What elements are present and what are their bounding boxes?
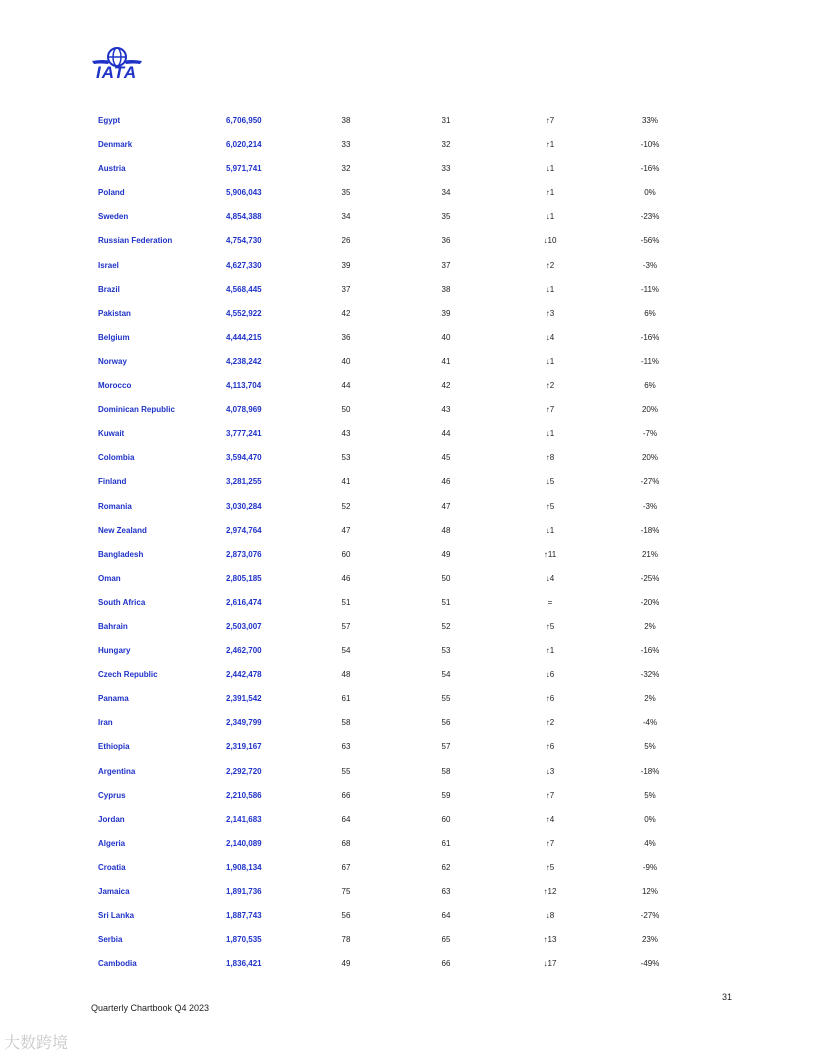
previous-rank-cell: 47 xyxy=(341,525,351,535)
table-row xyxy=(0,230,816,254)
table-row xyxy=(0,568,816,592)
passengers-cell: 4,568,445 xyxy=(226,284,262,294)
previous-rank-cell: 78 xyxy=(341,935,351,945)
previous-rank-cell: 39 xyxy=(341,260,351,270)
table-row xyxy=(0,712,816,736)
percent-change-cell: -11% xyxy=(640,284,660,294)
percent-change-cell: -49% xyxy=(640,959,660,969)
passengers-cell: 5,971,741 xyxy=(226,164,262,174)
country-cell: Egypt xyxy=(98,116,121,125)
rank-change-cell: ↑2 xyxy=(545,381,555,391)
passengers-cell: 4,854,388 xyxy=(226,212,262,222)
table-row xyxy=(0,255,816,279)
previous-rank-cell: 75 xyxy=(341,887,351,896)
percent-change-cell: -16% xyxy=(640,646,660,656)
rank-change-cell: ↑12 xyxy=(543,887,557,896)
table-row xyxy=(0,303,816,327)
rank-change-cell: ↑5 xyxy=(545,621,555,631)
country-cell: Serbia xyxy=(98,935,123,945)
rank-cell: 46 xyxy=(441,477,451,487)
percent-change-cell: -25% xyxy=(640,573,660,583)
rank-cell: 31 xyxy=(441,116,451,125)
passengers-cell: 4,552,922 xyxy=(226,308,262,318)
table-row xyxy=(0,206,816,230)
table-row xyxy=(0,809,816,833)
previous-rank-cell: 64 xyxy=(341,814,351,824)
table-row xyxy=(0,857,816,881)
rank-change-cell: ↓5 xyxy=(545,477,555,487)
percent-change-cell: 6% xyxy=(644,381,656,391)
country-cell: Jamaica xyxy=(98,887,130,896)
logo-text: IATA xyxy=(96,63,138,82)
rank-change-cell: ↑7 xyxy=(545,838,555,848)
percent-change-cell: 4% xyxy=(644,838,656,848)
percent-change-cell: 2% xyxy=(644,621,656,631)
previous-rank-cell: 60 xyxy=(341,549,351,559)
rank-change-cell: ↓4 xyxy=(545,332,555,342)
passengers-cell: 4,238,242 xyxy=(226,356,262,366)
previous-rank-cell: 40 xyxy=(341,356,351,366)
page-number: 31 xyxy=(722,992,733,1002)
previous-rank-cell: 48 xyxy=(341,670,351,680)
rank-cell: 55 xyxy=(441,694,451,704)
rank-cell: 33 xyxy=(441,164,451,174)
rank-change-cell: ↑1 xyxy=(545,646,555,656)
country-cell: Croatia xyxy=(98,862,126,872)
table-row xyxy=(0,881,816,905)
country-cell: Denmark xyxy=(98,140,133,150)
rank-change-cell: ↓3 xyxy=(545,766,555,776)
rank-change-cell: ↑5 xyxy=(545,862,555,872)
percent-change-cell: 0% xyxy=(644,814,656,824)
passengers-cell: 4,444,215 xyxy=(226,332,262,342)
previous-rank-cell: 38 xyxy=(341,116,351,125)
rank-change-cell: ↑6 xyxy=(545,742,555,752)
previous-rank-cell: 56 xyxy=(341,911,351,921)
rank-change-cell: ↓1 xyxy=(545,212,555,222)
table-row xyxy=(0,761,816,785)
rank-change-cell: ↑6 xyxy=(545,694,555,704)
rank-cell: 47 xyxy=(441,501,451,511)
rank-change-cell: ↑1 xyxy=(545,140,555,150)
rank-cell: 38 xyxy=(441,284,451,294)
passengers-cell: 2,391,542 xyxy=(226,694,262,704)
rank-cell: 65 xyxy=(441,935,451,945)
table-row xyxy=(0,471,816,495)
table-row xyxy=(0,592,816,616)
passengers-cell: 2,319,167 xyxy=(226,742,262,752)
previous-rank-cell: 63 xyxy=(341,742,351,752)
table-row xyxy=(0,375,816,399)
rank-cell: 51 xyxy=(441,597,451,607)
table-row xyxy=(0,953,816,977)
rank-cell: 54 xyxy=(441,670,451,680)
previous-rank-cell: 51 xyxy=(341,597,351,607)
rank-change-cell: ↑7 xyxy=(545,790,555,800)
country-cell: Algeria xyxy=(98,838,126,848)
rank-change-cell: ↓10 xyxy=(543,236,557,246)
table-row xyxy=(0,929,816,953)
country-cell: Panama xyxy=(98,694,129,704)
rank-cell: 40 xyxy=(441,332,451,342)
passengers-cell: 2,462,700 xyxy=(226,646,262,656)
previous-rank-cell: 37 xyxy=(341,284,351,294)
passengers-cell: 2,349,799 xyxy=(226,718,262,728)
country-ranking-table xyxy=(0,110,816,977)
previous-rank-cell: 57 xyxy=(341,621,351,631)
passengers-cell: 2,805,185 xyxy=(226,573,262,583)
previous-rank-cell: 46 xyxy=(341,573,351,583)
percent-change-cell: -18% xyxy=(640,525,660,535)
passengers-cell: 6,020,214 xyxy=(226,140,262,150)
country-cell: Russian Federation xyxy=(98,236,173,246)
rank-change-cell: ↑5 xyxy=(545,501,555,511)
percent-change-cell: -3% xyxy=(642,260,658,270)
passengers-cell: 2,873,076 xyxy=(226,549,262,559)
table-row xyxy=(0,833,816,857)
country-cell: Bahrain xyxy=(98,621,128,631)
rank-cell: 39 xyxy=(441,308,451,318)
rank-cell: 61 xyxy=(441,838,451,848)
rank-cell: 36 xyxy=(441,236,451,246)
percent-change-cell: -3% xyxy=(642,501,658,511)
country-cell: Poland xyxy=(98,188,125,198)
table-row xyxy=(0,664,816,688)
previous-rank-cell: 43 xyxy=(341,429,351,439)
rank-cell: 32 xyxy=(441,140,451,150)
passengers-cell: 4,754,730 xyxy=(226,236,262,246)
table-row xyxy=(0,134,816,158)
rank-cell: 60 xyxy=(441,814,451,824)
rank-change-cell: ↓1 xyxy=(545,356,555,366)
percent-change-cell: -10% xyxy=(640,140,660,150)
percent-change-cell: -27% xyxy=(640,911,660,921)
rank-cell: 49 xyxy=(441,549,451,559)
table-row xyxy=(0,616,816,640)
rank-change-cell: ↓1 xyxy=(545,284,555,294)
rank-change-cell: ↓17 xyxy=(543,959,557,969)
rank-cell: 48 xyxy=(441,525,451,535)
country-cell: Romania xyxy=(98,501,132,511)
previous-rank-cell: 67 xyxy=(341,862,351,872)
passengers-cell: 6,706,950 xyxy=(226,116,262,125)
rank-change-cell: ↓4 xyxy=(545,573,555,583)
passengers-cell: 1,891,736 xyxy=(226,887,262,896)
rank-change-cell: ↑1 xyxy=(545,188,555,198)
rank-cell: 45 xyxy=(441,453,451,463)
footer-text: Quarterly Chartbook Q4 2023 xyxy=(91,1003,210,1013)
country-cell: Bangladesh xyxy=(98,549,144,559)
passengers-cell: 2,442,478 xyxy=(226,670,262,680)
percent-change-cell: -32% xyxy=(640,670,660,680)
rank-cell: 62 xyxy=(441,862,451,872)
country-cell: Austria xyxy=(98,164,126,174)
country-cell: Israel xyxy=(98,260,119,270)
country-cell: Finland xyxy=(98,477,127,487)
passengers-cell: 5,906,043 xyxy=(226,188,262,198)
percent-change-cell: 5% xyxy=(644,790,656,800)
rank-cell: 43 xyxy=(441,405,451,415)
rank-change-cell: ↑11 xyxy=(543,549,557,559)
rank-change-cell: ↓8 xyxy=(545,911,555,921)
table-row xyxy=(0,736,816,760)
table-row xyxy=(0,279,816,303)
country-cell: Colombia xyxy=(98,453,135,463)
passengers-cell: 2,503,007 xyxy=(226,621,262,631)
rank-change-cell: ↑2 xyxy=(545,260,555,270)
percent-change-cell: 33% xyxy=(641,116,658,125)
percent-change-cell: -56% xyxy=(640,236,660,246)
previous-rank-cell: 26 xyxy=(341,236,351,246)
table-row xyxy=(0,544,816,568)
passengers-cell: 3,281,255 xyxy=(226,477,262,487)
rank-change-cell: ↑4 xyxy=(545,814,555,824)
country-cell: Oman xyxy=(98,573,121,583)
country-cell: Morocco xyxy=(98,381,132,391)
table-row xyxy=(0,110,816,134)
passengers-cell: 4,113,704 xyxy=(226,381,262,391)
percent-change-cell: -20% xyxy=(640,597,660,607)
previous-rank-cell: 58 xyxy=(341,718,351,728)
passengers-cell: 1,836,421 xyxy=(226,959,262,969)
table-row xyxy=(0,182,816,206)
previous-rank-cell: 61 xyxy=(341,694,351,704)
passengers-cell: 1,887,743 xyxy=(226,911,262,921)
country-cell: Belgium xyxy=(98,332,130,342)
rank-cell: 53 xyxy=(441,646,451,656)
previous-rank-cell: 35 xyxy=(341,188,351,198)
table-row xyxy=(0,447,816,471)
watermark: 大数跨境 xyxy=(4,1035,69,1052)
percent-change-cell: 21% xyxy=(641,549,658,559)
percent-change-cell: 6% xyxy=(644,308,656,318)
table-row xyxy=(0,785,816,809)
rank-cell: 35 xyxy=(441,212,451,222)
previous-rank-cell: 41 xyxy=(341,477,351,487)
passengers-cell: 1,870,535 xyxy=(226,935,262,945)
table-row xyxy=(0,351,816,375)
passengers-cell: 4,078,969 xyxy=(226,405,262,415)
rank-cell: 44 xyxy=(441,429,451,439)
previous-rank-cell: 44 xyxy=(341,381,351,391)
country-cell: Cambodia xyxy=(98,959,137,969)
country-cell: Hungary xyxy=(98,646,131,656)
table-row xyxy=(0,905,816,929)
passengers-cell: 2,974,764 xyxy=(226,525,262,535)
previous-rank-cell: 32 xyxy=(341,164,351,174)
country-cell: Norway xyxy=(98,356,127,366)
rank-cell: 59 xyxy=(441,790,451,800)
rank-cell: 63 xyxy=(441,887,451,896)
country-cell: Sweden xyxy=(98,212,129,222)
rank-cell: 64 xyxy=(441,911,451,921)
table-row xyxy=(0,496,816,520)
percent-change-cell: 12% xyxy=(641,887,658,896)
percent-change-cell: 2% xyxy=(644,694,656,704)
rank-change-cell: = xyxy=(547,597,553,607)
passengers-cell: 2,292,720 xyxy=(226,766,262,776)
rank-cell: 37 xyxy=(441,260,451,270)
percent-change-cell: -23% xyxy=(640,212,660,222)
rank-cell: 34 xyxy=(441,188,451,198)
rank-cell: 52 xyxy=(441,621,451,631)
rank-cell: 50 xyxy=(441,573,451,583)
table-row xyxy=(0,640,816,664)
passengers-cell: 3,594,470 xyxy=(226,453,262,463)
previous-rank-cell: 54 xyxy=(341,646,351,656)
rank-change-cell: ↑8 xyxy=(545,453,555,463)
table-row xyxy=(0,399,816,423)
country-cell: Cyprus xyxy=(98,790,126,800)
percent-change-cell: 20% xyxy=(641,405,658,415)
passengers-cell: 4,627,330 xyxy=(226,260,262,270)
rank-change-cell: ↓6 xyxy=(545,670,555,680)
country-cell: Czech Republic xyxy=(98,670,158,680)
country-cell: New Zealand xyxy=(98,525,147,535)
rank-change-cell: ↑7 xyxy=(545,116,555,125)
passengers-cell: 3,777,241 xyxy=(226,429,262,439)
previous-rank-cell: 42 xyxy=(341,308,351,318)
passengers-cell: 2,141,683 xyxy=(226,814,262,824)
previous-rank-cell: 36 xyxy=(341,332,351,342)
percent-change-cell: -7% xyxy=(642,429,658,439)
table-row xyxy=(0,520,816,544)
country-cell: Dominican Republic xyxy=(98,405,175,415)
country-cell: South Africa xyxy=(98,597,146,607)
previous-rank-cell: 50 xyxy=(341,405,351,415)
rank-change-cell: ↓1 xyxy=(545,525,555,535)
passengers-cell: 2,210,586 xyxy=(226,790,262,800)
percent-change-cell: 23% xyxy=(641,935,658,945)
percent-change-cell: -11% xyxy=(640,356,660,366)
previous-rank-cell: 53 xyxy=(341,453,351,463)
rank-cell: 58 xyxy=(441,766,451,776)
percent-change-cell: 0% xyxy=(644,188,656,198)
country-cell: Argentina xyxy=(98,766,136,776)
rank-cell: 42 xyxy=(441,381,451,391)
percent-change-cell: -9% xyxy=(642,862,658,872)
table-row xyxy=(0,688,816,712)
country-cell: Brazil xyxy=(98,284,120,294)
rank-change-cell: ↑7 xyxy=(545,405,555,415)
passengers-cell: 1,908,134 xyxy=(226,862,262,872)
rank-change-cell: ↓1 xyxy=(545,164,555,174)
table-row xyxy=(0,423,816,447)
country-cell: Sri Lanka xyxy=(98,911,135,921)
rank-cell: 57 xyxy=(441,742,451,752)
percent-change-cell: -16% xyxy=(640,332,660,342)
rank-cell: 56 xyxy=(441,718,451,728)
percent-change-cell: -16% xyxy=(640,164,660,174)
country-cell: Kuwait xyxy=(98,429,125,439)
rank-change-cell: ↑13 xyxy=(543,935,557,945)
table-row xyxy=(0,327,816,351)
passengers-cell: 3,030,284 xyxy=(226,501,262,511)
previous-rank-cell: 66 xyxy=(341,790,351,800)
previous-rank-cell: 55 xyxy=(341,766,351,776)
passengers-cell: 2,140,089 xyxy=(226,838,262,848)
rank-change-cell: ↓1 xyxy=(545,429,555,439)
previous-rank-cell: 52 xyxy=(341,501,351,511)
rank-cell: 66 xyxy=(441,959,451,969)
percent-change-cell: 5% xyxy=(644,742,656,752)
rank-cell: 41 xyxy=(441,356,451,366)
percent-change-cell: -18% xyxy=(640,766,660,776)
previous-rank-cell: 34 xyxy=(341,212,351,222)
previous-rank-cell: 49 xyxy=(341,959,351,969)
percent-change-cell: -27% xyxy=(640,477,660,487)
country-cell: Iran xyxy=(98,718,113,728)
country-cell: Ethiopia xyxy=(98,742,130,752)
percent-change-cell: -4% xyxy=(642,718,658,728)
previous-rank-cell: 68 xyxy=(341,838,351,848)
rank-change-cell: ↑2 xyxy=(545,718,555,728)
passengers-cell: 2,616,474 xyxy=(226,597,262,607)
country-cell: Jordan xyxy=(98,814,125,824)
table-row xyxy=(0,158,816,182)
percent-change-cell: 20% xyxy=(641,453,658,463)
previous-rank-cell: 33 xyxy=(341,140,351,150)
rank-change-cell: ↑3 xyxy=(545,308,555,318)
country-cell: Pakistan xyxy=(98,308,131,318)
